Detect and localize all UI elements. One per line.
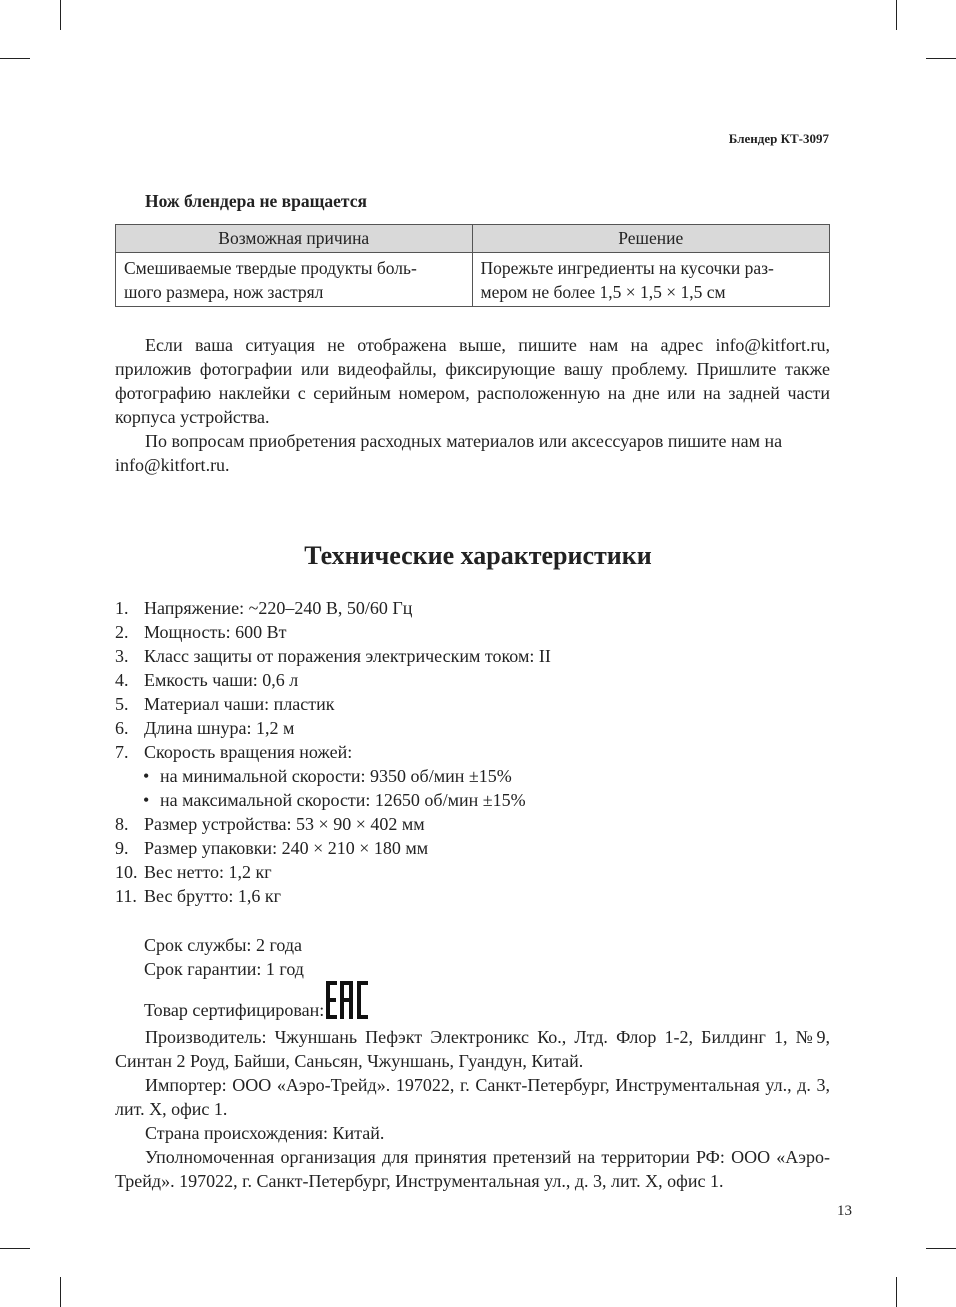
cause-cell [116, 253, 473, 307]
manufacturer-info: Производитель: Чжуншань Пефэкт Электроникс Ко., Лтд. Флор 1-2, Билдинг 1, №9, Синтан 2 Роуд, Байши, Саньсян, Чжуншань, Гуандун, Китай. [115, 1027, 830, 1071]
troubleshooting-table [115, 224, 830, 307]
page-number: 13 [837, 1203, 852, 1219]
crop-mark [0, 58, 30, 59]
list-item: 11. Вес брутто: 1,6 кг [115, 886, 281, 906]
list-item: 7. Скорость вращения ножей: [115, 742, 353, 762]
spec-gross-weight: Вес брутто: 1,6 кг [144, 886, 281, 906]
list-subitem: • на максимальной скорости: 12650 об/мин ±15% [143, 790, 526, 810]
spec-device-size: Размер устройства: 53 × 90 × 402 мм [144, 814, 425, 834]
crop-mark [926, 1248, 956, 1249]
spec-net-weight: Вес нетто: 1,2 кг [144, 862, 272, 882]
spec-package-size: Размер упаковки: 240 × 210 × 180 мм [144, 838, 429, 858]
certification-label: Товар сертифицирован: [144, 1000, 325, 1020]
spec-speed-max: на максимальной скорости: 12650 об/мин ±15% [160, 790, 526, 810]
crop-mark [896, 1277, 897, 1307]
warranty-period: Срок гарантии: 1 год [144, 959, 304, 979]
table-row [116, 253, 830, 307]
spec-bowl-material: Материал чаши: пластик [144, 694, 335, 714]
list-item: 1. Напряжение: ~220–240 В, 50/60 Гц [115, 598, 413, 618]
list-item: 9. Размер упаковки: 240 × 210 × 180 мм [115, 838, 429, 858]
list-item: 2. Мощность: 600 Вт [115, 622, 287, 642]
list-item: 8. Размер устройства: 53 × 90 × 402 мм [115, 814, 425, 834]
list-item: 5. Материал чаши: пластик [115, 694, 335, 714]
running-header: Блендер КТ-3097 [728, 131, 829, 146]
table-header-row [116, 225, 830, 253]
list-item: 4. Емкость чаши: 0,6 л [115, 670, 299, 690]
specs-list [115, 596, 830, 908]
crop-mark [60, 1277, 61, 1307]
authorized-organization: Уполномоченная организация для принятия претензий на территории РФ: ООО «Аэро-Трейд». 197022, г. Санкт-Петербург, Инструментальная ул., д. 3, лит. Х, офис 1. [115, 1147, 830, 1191]
troubleshooting-title: Нож блендера не вращается [145, 191, 367, 211]
spec-speed-min: на минимальной скорости: 9350 об/мин ±15% [160, 766, 512, 786]
accessories-paragraph: По вопросам приобретения расходных материалов или аксессуаров пишите нам на info@kitfort.ru. [115, 431, 783, 475]
eac-mark-icon [326, 981, 368, 1025]
footer-info [115, 933, 830, 1193]
list-subitem: • на минимальной скорости: 9350 об/мин ±15% [143, 766, 512, 786]
cause-line: шого размера, нож застрял [124, 282, 324, 302]
country-of-origin: Страна происхождения: Китай. [145, 1123, 385, 1143]
list-item: 6. Длина шнура: 1,2 м [115, 718, 295, 738]
service-life: Срок службы: 2 года [144, 935, 303, 955]
crop-mark [896, 0, 897, 30]
certification-line [115, 981, 830, 1025]
spec-power: Мощность: 600 Вт [144, 622, 287, 642]
crop-mark [926, 58, 956, 59]
spec-protection-class: Класс защиты от поражения электрическим током: II [144, 646, 551, 666]
spec-blade-speed: Скорость вращения ножей: [144, 742, 353, 762]
solution-line: мером не более 1,5 × 1,5 × 1,5 см [480, 282, 726, 302]
contact-paragraph: Если ваша ситуация не отображена выше, пишите нам на адрес info@kitfort.ru, приложив фотографии или видеофайлы, фиксирующие вашу проблему. Пришлите также фотографию наклейки с серийным номером, расположенную на дне или на задней части корпуса устройства. [115, 335, 830, 427]
list-item: 3. Класс защиты от поражения электрическим током: II [115, 646, 551, 666]
solution-cell [472, 253, 830, 307]
crop-mark [0, 1248, 30, 1249]
specs-title: Технические характеристики [304, 541, 652, 570]
spec-voltage: Напряжение: ~220–240 В, 50/60 Гц [144, 598, 413, 618]
cause-line: Смешиваемые твердые продукты боль- [124, 258, 417, 278]
crop-mark [60, 0, 61, 30]
column-header-cause: Возможная причина [116, 225, 473, 253]
solution-line: Порежьте ингредиенты на кусочки раз- [480, 258, 774, 278]
spec-bowl-capacity: Емкость чаши: 0,6 л [144, 670, 299, 690]
list-item: 10. Вес нетто: 1,2 кг [115, 862, 272, 882]
importer-info: Импортер: ООО «Аэро-Трейд». 197022, г. Санкт-Петербург, Инструментальная ул., д. 3, лит. Х, офис 1. [115, 1075, 830, 1119]
column-header-solution: Решение [472, 225, 830, 253]
spec-cord-length: Длина шнура: 1,2 м [144, 718, 295, 738]
